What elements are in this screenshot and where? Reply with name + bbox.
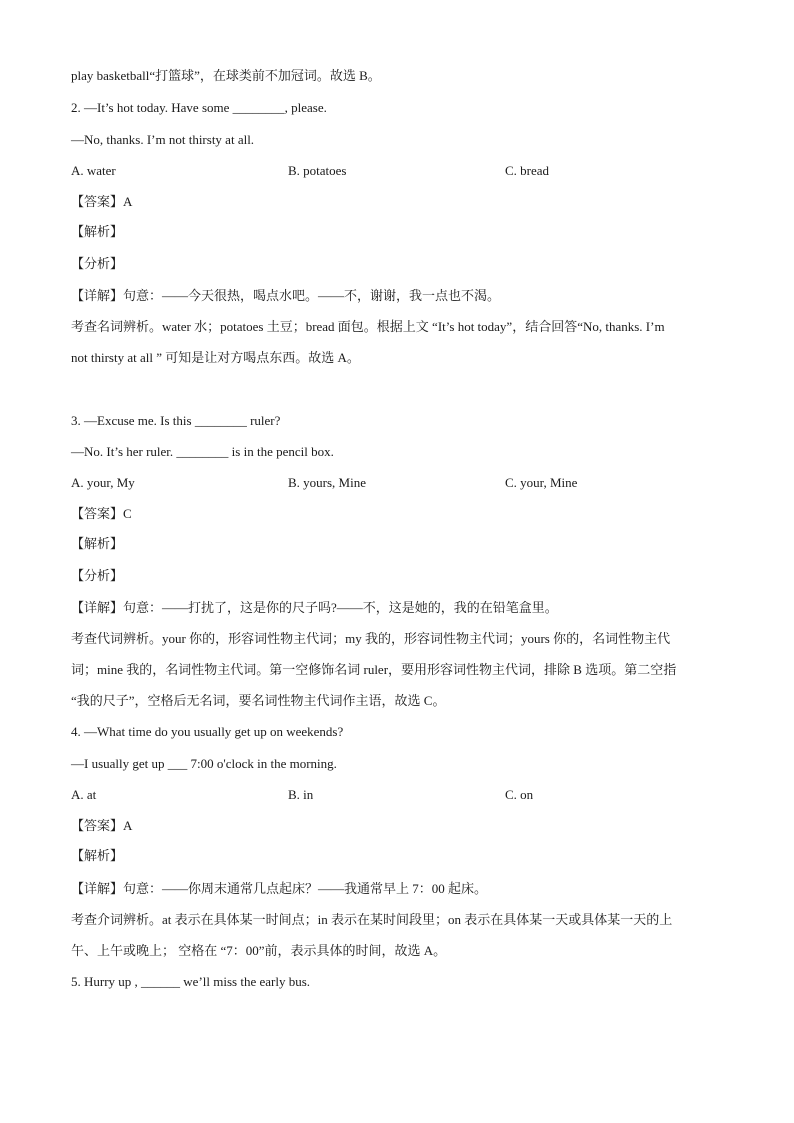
detail-tag: 【详解】 xyxy=(71,601,124,616)
answer-value: C xyxy=(123,506,132,521)
explanation-line: 词；mine 我的，名词性物主代词。第一空修饰名词 ruler，要用形容词性物主代词，排除 B 选项。第二空指 xyxy=(71,662,677,677)
question-4-detail xyxy=(71,881,731,898)
question-2-answer xyxy=(71,194,731,211)
explanation-line: not thirsty at all ” 可知是让对方喝点东西。故选 A。 xyxy=(71,350,360,365)
question-4-options xyxy=(71,787,731,803)
detail-text: 句意：——今天很热，喝点水吧。——不，谢谢，我一点也不渴。 xyxy=(123,288,501,303)
question-4-answer xyxy=(71,818,731,835)
answer-tag: 【答案】 xyxy=(71,507,124,522)
question-4-reply: —I usually get up ___ 7:00 o'clock in the morning. xyxy=(71,756,337,771)
question-2-detail xyxy=(71,288,731,305)
fenxi-tag: 【分析】 xyxy=(71,569,124,584)
option-a: A. water xyxy=(71,163,116,178)
answer-value: A xyxy=(123,194,133,209)
question-3-reply: —No. It’s her ruler. ________ is in the pencil box. xyxy=(71,444,334,459)
detail-tag: 【详解】 xyxy=(71,882,124,897)
explanation-line: 考查介词辨析。at 表示在具体某一时间点；in 表示在某时间段里；on 表示在具体某一天或具体某一天的上 xyxy=(71,912,673,927)
option-a: A. your, My xyxy=(71,475,135,490)
question-2-stem: 2. —It’s hot today. Have some ________, please. xyxy=(71,100,327,115)
option-c: C. on xyxy=(505,787,534,802)
detail-text: 句意：——打扰了，这是你的尺子吗?——不，这是她的，我的在铅笔盒里。 xyxy=(123,600,558,615)
option-b: B. in xyxy=(288,787,314,802)
explanation-line: 考查名词辨析。water 水；potatoes 土豆；bread 面包。根据上文 “It’s hot today”，结合回答“No, thanks. I’m xyxy=(71,319,665,334)
jiexi-tag: 【解析】 xyxy=(71,849,124,864)
question-2-options xyxy=(71,163,731,179)
explanation-line: “我的尺子”，空格后无名词，要名词性物主代词作主语，故选 C。 xyxy=(71,693,446,708)
question-4-stem: 4. —What time do you usually get up on weekends? xyxy=(71,724,344,739)
text-line: play basketball“打篮球”，在球类前不加冠词。故选 B。 xyxy=(71,68,381,83)
answer-value: A xyxy=(123,818,133,833)
answer-tag: 【答案】 xyxy=(71,195,124,210)
explanation-line: 考查代词辨析。your 你的，形容词性物主代词；my 我的，形容词性物主代词；yours 你的，名词性物主代 xyxy=(71,631,671,646)
option-a: A. at xyxy=(71,787,97,802)
question-3-stem: 3. —Excuse me. Is this ________ ruler? xyxy=(71,413,281,428)
jiexi-tag: 【解析】 xyxy=(71,225,124,240)
detail-text: 句意：——你周末通常几点起床？——我通常早上 7：00 起床。 xyxy=(123,881,488,896)
question-3-detail xyxy=(71,600,731,617)
question-3-options xyxy=(71,475,731,491)
answer-tag: 【答案】 xyxy=(71,819,124,834)
question-2-reply: —No, thanks. I’m not thirsty at all. xyxy=(71,132,255,147)
option-b: B. yours, Mine xyxy=(288,475,366,490)
option-b: B. potatoes xyxy=(288,163,347,178)
option-c: C. bread xyxy=(505,163,550,178)
fenxi-tag: 【分析】 xyxy=(71,257,124,272)
question-5-stem: 5. Hurry up , ______ we’ll miss the early bus. xyxy=(71,974,311,989)
option-c: C. your, Mine xyxy=(505,475,578,490)
detail-tag: 【详解】 xyxy=(71,289,124,304)
explanation-line: 午、上午或晚上； 空格在 “7：00”前，表示具体的时间，故选 A。 xyxy=(71,943,447,958)
jiexi-tag: 【解析】 xyxy=(71,537,124,552)
question-3-answer xyxy=(71,506,731,523)
